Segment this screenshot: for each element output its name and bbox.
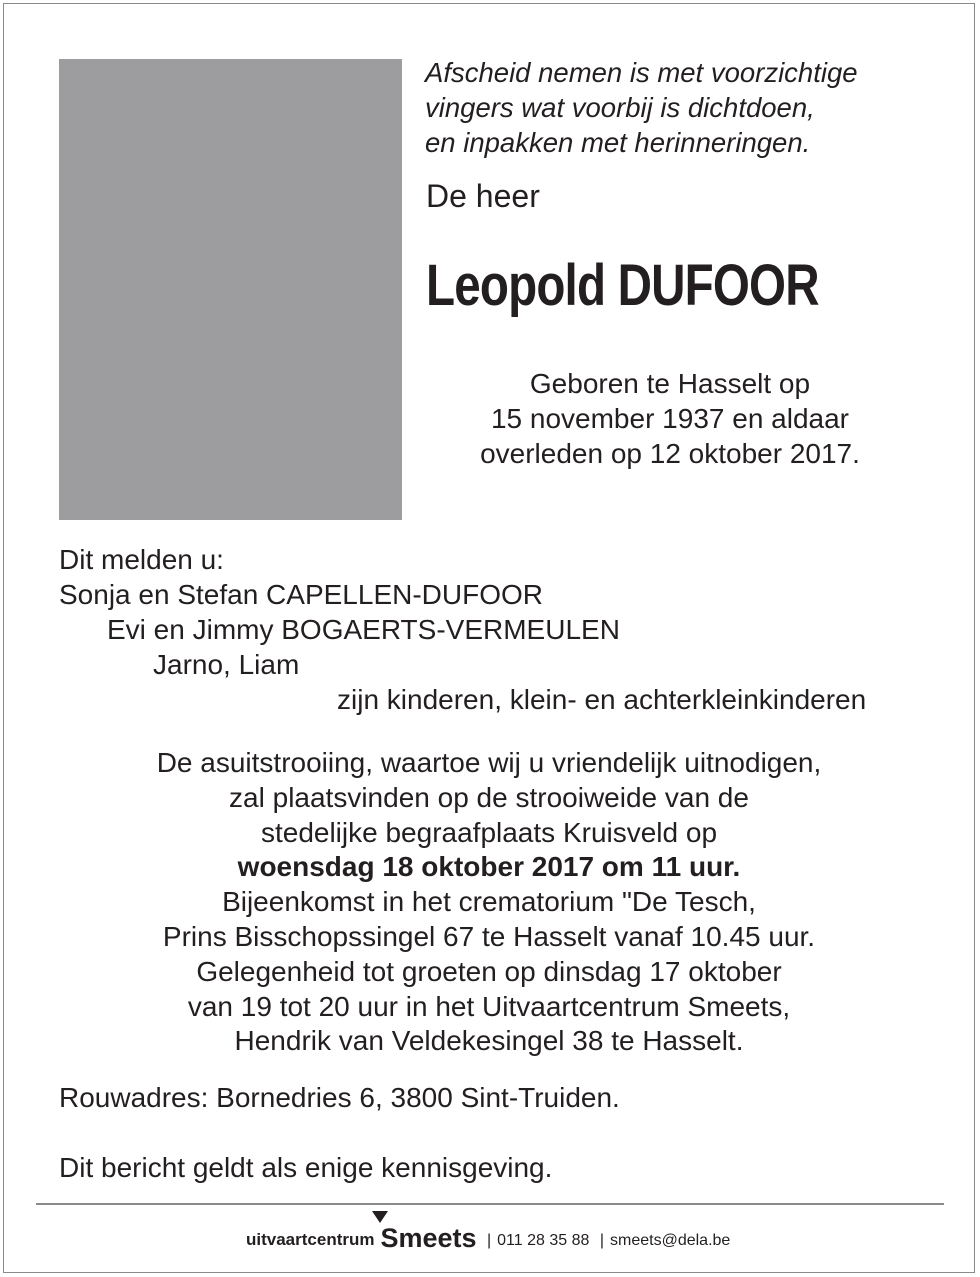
- family-member: Evi en Jimmy BOGAERTS-VERMEULEN: [107, 614, 620, 645]
- family-relation: zijn kinderen, klein- en achterkleinkinderen: [337, 684, 867, 715]
- footer-brand: Smeets: [380, 1223, 477, 1253]
- footer-separator: |: [487, 1232, 492, 1249]
- family-member: Jarno, Liam: [153, 649, 300, 680]
- quote-line: en inpakken met herinneringen.: [425, 127, 811, 158]
- footer-divider: [36, 1203, 944, 1205]
- photo-placeholder: [59, 59, 402, 520]
- ceremony-date: woensdag 18 oktober 2017 om 11 uur.: [237, 851, 741, 883]
- mourning-address: Rouwadres: Bornedries 6, 3800 Sint-Truiden.: [59, 1082, 620, 1113]
- ceremony-line: stedelijke begraafplaats Kruisveld op: [260, 816, 718, 848]
- ceremony-line: Bijeenkomst in het crematorium "De Tesch,: [222, 886, 756, 918]
- footer-prefix: uitvaartcentrum: [246, 1230, 375, 1249]
- ceremony-line: Gelegenheid tot groeten op dinsdag 17 oktober: [196, 955, 782, 987]
- footer-separator: |: [599, 1232, 604, 1249]
- ceremony-line: zal plaatsvinden op de strooiweide van de: [229, 781, 749, 813]
- ceremony-info: [59, 746, 919, 1059]
- birth-line: 15 november 1937 en aldaar: [490, 403, 850, 434]
- quote: [425, 55, 858, 160]
- birth-death-info: [420, 366, 920, 471]
- birth-line: Geboren te Hasselt op: [529, 368, 811, 399]
- quote-line: Afscheid nemen is met voorzichtige: [425, 57, 858, 88]
- family-member: Sonja en Stefan CAPELLEN-DUFOOR: [59, 579, 543, 610]
- ceremony-line: Hendrik van Veldekesingel 38 te Hasselt.: [234, 1025, 744, 1057]
- footer-phone: 011 28 35 88: [497, 1232, 590, 1249]
- ceremony-line: van 19 tot 20 uur in het Uitvaartcentrum Smeets,: [187, 990, 791, 1022]
- quote-line: vingers wat voorbij is dichtdoen,: [425, 92, 815, 123]
- notice: Dit bericht geldt als enige kennisgeving.: [59, 1152, 553, 1183]
- footer: [246, 1222, 730, 1257]
- ceremony-line: De asuitstrooiing, waartoe wij u vriendelijk uitnodigen,: [156, 747, 822, 778]
- footer-email: smeets@dela.be: [610, 1232, 731, 1249]
- salutation: De heer: [426, 178, 540, 214]
- deceased-name: Leopold DUFOOR: [426, 253, 819, 318]
- ceremony-line: Prins Bisschopssingel 67 te Hasselt vanaf 10.45 uur.: [162, 920, 816, 952]
- family-intro: Dit melden u:: [59, 544, 224, 575]
- family-announcement: [59, 542, 866, 717]
- death-line: overleden op 12 oktober 2017.: [480, 438, 860, 469]
